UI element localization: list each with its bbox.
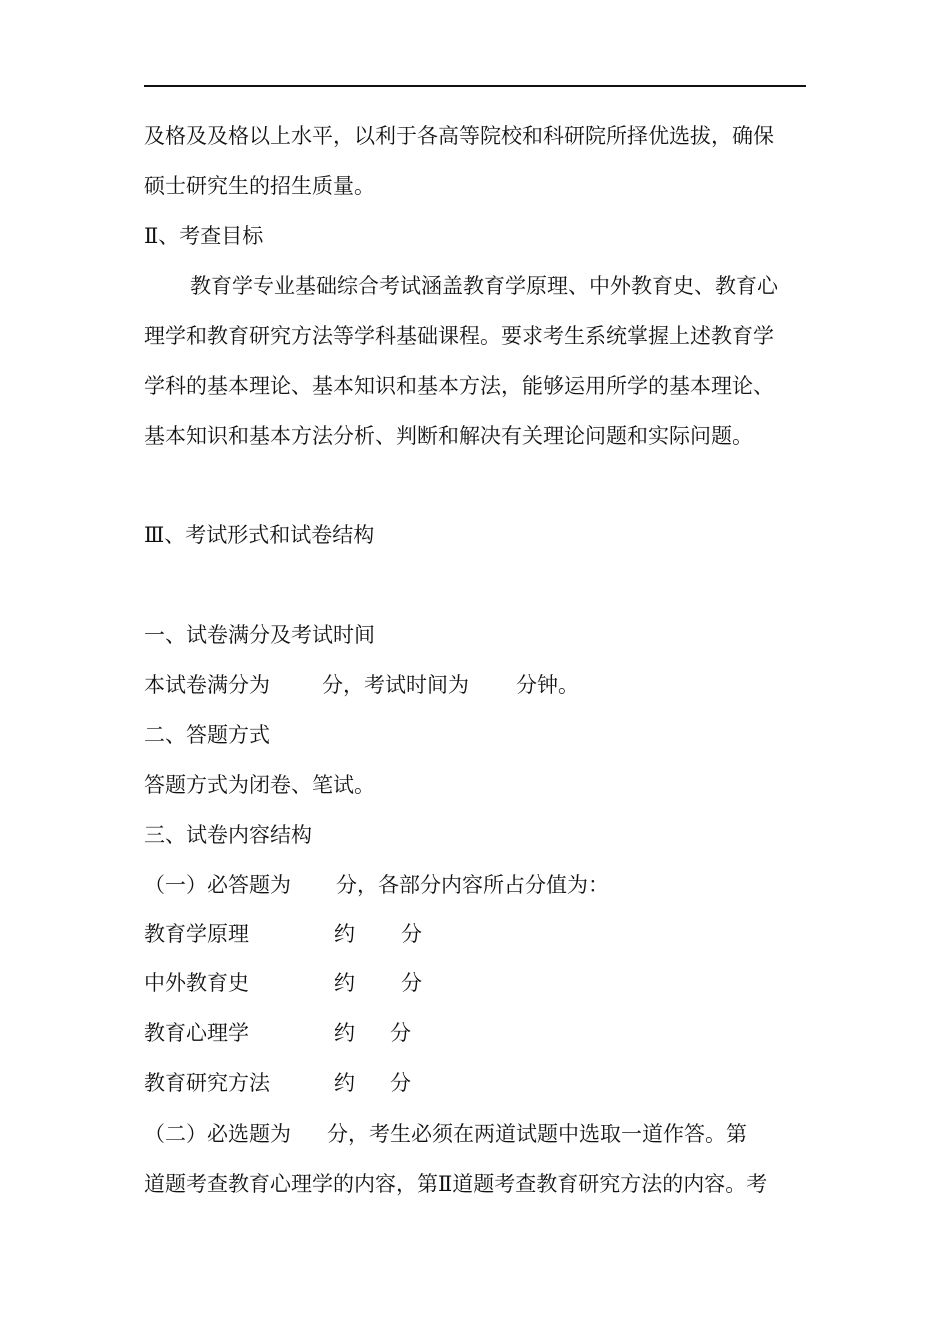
part-name: 中外教育史 bbox=[144, 971, 249, 995]
answer-method-text: 答题方式为闭卷、笔试。 bbox=[144, 773, 375, 797]
selected-text-a: （二）必选题为 bbox=[144, 1122, 291, 1146]
part-row bbox=[144, 1069, 411, 1097]
required-text-b: 分，各部分内容所占分值为： bbox=[336, 873, 609, 897]
paragraph-line: 理学和教育研究方法等学科基础课程。要求考生系统掌握上述教育学 bbox=[144, 324, 774, 348]
part-row bbox=[144, 920, 422, 948]
part-approx: 约 bbox=[334, 1021, 355, 1045]
paragraph-line: 教育学专业基础综合考试涵盖教育学原理、中外教育史、教育心 bbox=[190, 274, 778, 298]
part-row bbox=[144, 969, 422, 997]
part-name: 教育研究方法 bbox=[144, 1071, 270, 1095]
part-approx: 约 bbox=[334, 971, 355, 995]
score-time-line bbox=[144, 671, 579, 699]
score-time-text-b: 分，考试时间为 bbox=[322, 673, 469, 697]
subsection-heading-content-structure: 三、试卷内容结构 bbox=[144, 823, 312, 847]
part-approx: 约 bbox=[334, 1071, 355, 1095]
section-heading-objectives: Ⅱ、考查目标 bbox=[144, 224, 264, 248]
paragraph-line: 及格及及格以上水平，以利于各高等院校和科研院所择优选拔，确保 bbox=[144, 124, 774, 148]
section-heading-format: Ⅲ、考试形式和试卷结构 bbox=[144, 523, 375, 547]
selected-questions-line bbox=[144, 1120, 747, 1148]
subsection-heading-score-time: 一、试卷满分及考试时间 bbox=[144, 623, 375, 647]
paragraph-line: 道题考查教育心理学的内容，第Ⅱ道题考查教育研究方法的内容。考 bbox=[144, 1172, 768, 1196]
score-time-text-c: 分钟。 bbox=[516, 673, 579, 697]
part-unit: 分 bbox=[390, 1021, 411, 1045]
selected-text-b: 分，考生必须在两道试题中选取一道作答。第 bbox=[327, 1122, 747, 1146]
required-questions-line bbox=[144, 871, 609, 899]
score-time-text-a: 本试卷满分为 bbox=[144, 673, 270, 697]
paragraph-line: 学科的基本理论、基本知识和基本方法，能够运用所学的基本理论、 bbox=[144, 374, 774, 398]
part-unit: 分 bbox=[401, 971, 422, 995]
required-text-a: （一）必答题为 bbox=[144, 873, 291, 897]
part-name: 教育学原理 bbox=[144, 922, 249, 946]
subsection-heading-answer-method: 二、答题方式 bbox=[144, 723, 270, 747]
paragraph-line: 硕士研究生的招生质量。 bbox=[144, 174, 375, 198]
part-row bbox=[144, 1019, 411, 1047]
header-rule bbox=[144, 85, 806, 87]
part-unit: 分 bbox=[401, 922, 422, 946]
part-unit: 分 bbox=[390, 1071, 411, 1095]
paragraph-line: 基本知识和基本方法分析、判断和解决有关理论问题和实际问题。 bbox=[144, 424, 753, 448]
part-name: 教育心理学 bbox=[144, 1021, 249, 1045]
part-approx: 约 bbox=[334, 922, 355, 946]
